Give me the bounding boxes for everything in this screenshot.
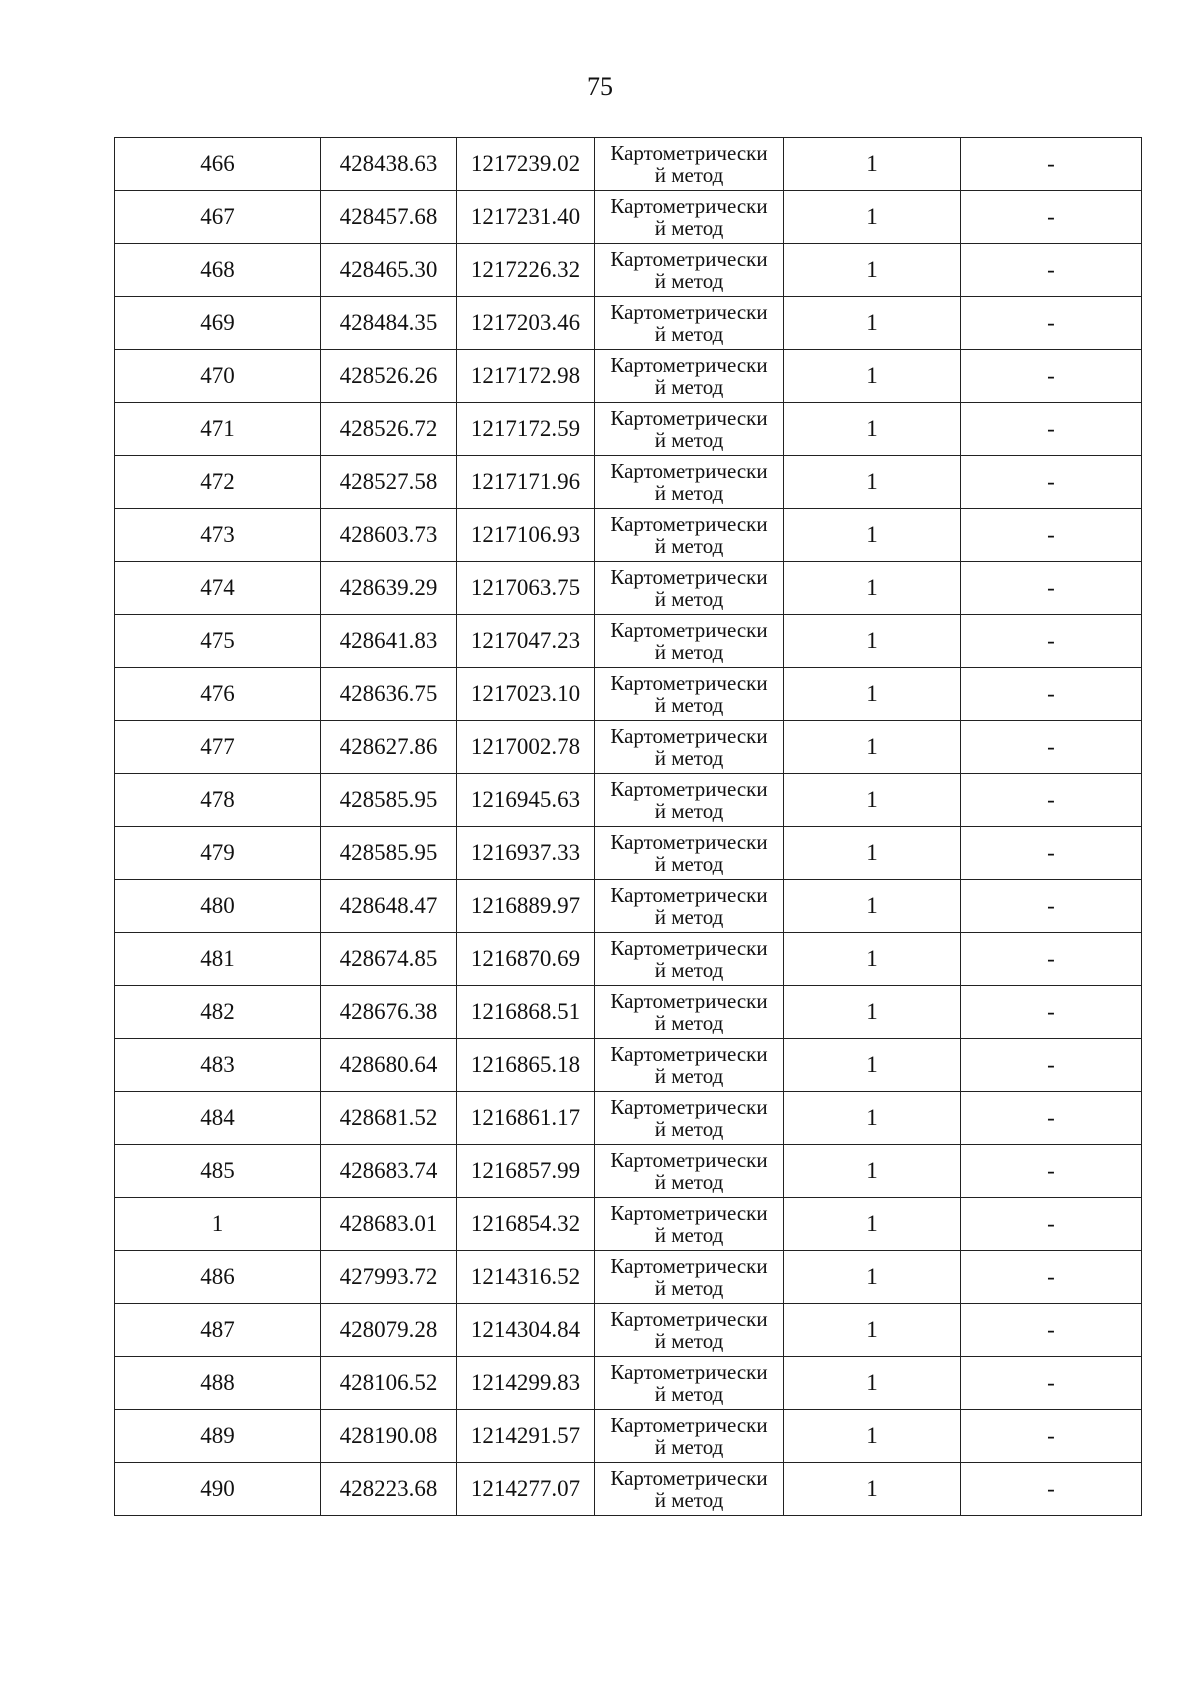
- method-text-line-1: Картометрически: [610, 1254, 768, 1278]
- x-coordinate-cell: 428465.30: [321, 244, 457, 297]
- table-row: [115, 615, 1142, 668]
- y-coordinate-cell: 1217172.98: [457, 350, 595, 403]
- accuracy-cell: 1: [784, 1304, 961, 1357]
- point-number-cell: 488: [115, 1357, 321, 1410]
- method-text-line-1: Картометрически: [610, 989, 768, 1013]
- x-coordinate-cell: 428585.95: [321, 774, 457, 827]
- point-number-cell: 489: [115, 1410, 321, 1463]
- x-coordinate-cell: 428526.72: [321, 403, 457, 456]
- point-number-cell: 487: [115, 1304, 321, 1357]
- method-cell: [595, 191, 784, 244]
- x-coordinate-cell: 428683.01: [321, 1198, 457, 1251]
- method-cell: [595, 1463, 784, 1516]
- point-number-cell: 476: [115, 668, 321, 721]
- table-row: [115, 138, 1142, 191]
- note-cell: -: [961, 1092, 1142, 1145]
- method-text-line-1: Картометрически: [610, 777, 768, 801]
- point-number-cell: 490: [115, 1463, 321, 1516]
- method-text-line-1: Картометрически: [610, 565, 768, 589]
- x-coordinate-cell: 428681.52: [321, 1092, 457, 1145]
- y-coordinate-cell: 1217106.93: [457, 509, 595, 562]
- point-number-cell: 481: [115, 933, 321, 986]
- method-text-line-1: Картометрически: [610, 459, 768, 483]
- x-coordinate-cell: 428106.52: [321, 1357, 457, 1410]
- accuracy-cell: 1: [784, 933, 961, 986]
- method-text-line-1: Картометрически: [610, 247, 768, 271]
- x-coordinate-cell: 428636.75: [321, 668, 457, 721]
- method-cell: [595, 1357, 784, 1410]
- x-coordinate-cell: 428680.64: [321, 1039, 457, 1092]
- y-coordinate-cell: 1216854.32: [457, 1198, 595, 1251]
- y-coordinate-cell: 1217171.96: [457, 456, 595, 509]
- y-coordinate-cell: 1214277.07: [457, 1463, 595, 1516]
- method-text-line-2: й метод: [654, 428, 724, 452]
- note-cell: -: [961, 562, 1142, 615]
- note-cell: -: [961, 774, 1142, 827]
- table-row: [115, 1463, 1142, 1516]
- method-text-line-2: й метод: [654, 693, 724, 717]
- method-text-line-1: Картометрически: [610, 1466, 768, 1490]
- accuracy-cell: 1: [784, 986, 961, 1039]
- point-number-cell: 469: [115, 297, 321, 350]
- table-row: [115, 827, 1142, 880]
- point-number-cell: 468: [115, 244, 321, 297]
- method-text-line-2: й метод: [654, 1011, 724, 1035]
- table-row: [115, 880, 1142, 933]
- y-coordinate-cell: 1216889.97: [457, 880, 595, 933]
- point-number-cell: 485: [115, 1145, 321, 1198]
- point-number-cell: 475: [115, 615, 321, 668]
- y-coordinate-cell: 1216857.99: [457, 1145, 595, 1198]
- accuracy-cell: 1: [784, 191, 961, 244]
- page-number: 75: [587, 72, 613, 101]
- note-cell: -: [961, 138, 1142, 191]
- method-cell: [595, 1410, 784, 1463]
- note-cell: -: [961, 615, 1142, 668]
- method-text-line-2: й метод: [654, 1382, 724, 1406]
- x-coordinate-cell: 428585.95: [321, 827, 457, 880]
- point-number-cell: 466: [115, 138, 321, 191]
- note-cell: -: [961, 721, 1142, 774]
- table-row: [115, 456, 1142, 509]
- accuracy-cell: 1: [784, 1410, 961, 1463]
- y-coordinate-cell: 1217023.10: [457, 668, 595, 721]
- method-cell: [595, 297, 784, 350]
- method-text-line-2: й метод: [654, 1064, 724, 1088]
- method-text-line-2: й метод: [654, 799, 724, 823]
- method-cell: [595, 1092, 784, 1145]
- note-cell: -: [961, 986, 1142, 1039]
- table-row: [115, 1092, 1142, 1145]
- y-coordinate-cell: 1217226.32: [457, 244, 595, 297]
- method-cell: [595, 1039, 784, 1092]
- method-text-line-2: й метод: [654, 269, 724, 293]
- x-coordinate-cell: 428079.28: [321, 1304, 457, 1357]
- method-text-line-2: й метод: [654, 1276, 724, 1300]
- point-number-cell: 486: [115, 1251, 321, 1304]
- table-row: [115, 1251, 1142, 1304]
- accuracy-cell: 1: [784, 668, 961, 721]
- point-number-cell: 483: [115, 1039, 321, 1092]
- x-coordinate-cell: 428457.68: [321, 191, 457, 244]
- method-text-line-2: й метод: [654, 481, 724, 505]
- method-text-line-1: Картометрически: [610, 353, 768, 377]
- coordinates-table: [114, 137, 1142, 1516]
- table-row: [115, 1198, 1142, 1251]
- x-coordinate-cell: 428639.29: [321, 562, 457, 615]
- accuracy-cell: 1: [784, 138, 961, 191]
- note-cell: -: [961, 456, 1142, 509]
- method-cell: [595, 986, 784, 1039]
- x-coordinate-cell: 427993.72: [321, 1251, 457, 1304]
- method-text-line-2: й метод: [654, 1170, 724, 1194]
- note-cell: -: [961, 827, 1142, 880]
- method-cell: [595, 1145, 784, 1198]
- x-coordinate-cell: 428438.63: [321, 138, 457, 191]
- table-row: [115, 1304, 1142, 1357]
- accuracy-cell: 1: [784, 244, 961, 297]
- table-row: [115, 562, 1142, 615]
- table-row: [115, 721, 1142, 774]
- y-coordinate-cell: 1216945.63: [457, 774, 595, 827]
- point-number-cell: 484: [115, 1092, 321, 1145]
- method-text-line-1: Картометрически: [610, 141, 768, 165]
- method-text-line-1: Картометрически: [610, 936, 768, 960]
- note-cell: -: [961, 297, 1142, 350]
- accuracy-cell: 1: [784, 562, 961, 615]
- note-cell: -: [961, 1145, 1142, 1198]
- y-coordinate-cell: 1216861.17: [457, 1092, 595, 1145]
- table-row: [115, 297, 1142, 350]
- method-text-line-2: й метод: [654, 1435, 724, 1459]
- accuracy-cell: 1: [784, 1463, 961, 1516]
- point-number-cell: 480: [115, 880, 321, 933]
- method-text-line-2: й метод: [654, 375, 724, 399]
- method-text-line-2: й метод: [654, 322, 724, 346]
- method-cell: [595, 668, 784, 721]
- method-text-line-1: Картометрически: [610, 671, 768, 695]
- method-text-line-1: Картометрически: [610, 1307, 768, 1331]
- table-row: [115, 509, 1142, 562]
- y-coordinate-cell: 1216870.69: [457, 933, 595, 986]
- method-cell: [595, 456, 784, 509]
- x-coordinate-cell: 428674.85: [321, 933, 457, 986]
- method-cell: [595, 827, 784, 880]
- table-row: [115, 986, 1142, 1039]
- method-text-line-2: й метод: [654, 216, 724, 240]
- method-text-line-1: Картометрически: [610, 406, 768, 430]
- accuracy-cell: 1: [784, 456, 961, 509]
- table-row: [115, 403, 1142, 456]
- point-number-cell: 472: [115, 456, 321, 509]
- point-number-cell: 479: [115, 827, 321, 880]
- accuracy-cell: 1: [784, 721, 961, 774]
- y-coordinate-cell: 1217239.02: [457, 138, 595, 191]
- x-coordinate-cell: 428676.38: [321, 986, 457, 1039]
- point-number-cell: 470: [115, 350, 321, 403]
- note-cell: -: [961, 1251, 1142, 1304]
- note-cell: -: [961, 1198, 1142, 1251]
- x-coordinate-cell: 428648.47: [321, 880, 457, 933]
- point-number-cell: 471: [115, 403, 321, 456]
- accuracy-cell: 1: [784, 880, 961, 933]
- note-cell: -: [961, 350, 1142, 403]
- note-cell: -: [961, 880, 1142, 933]
- accuracy-cell: 1: [784, 297, 961, 350]
- table-body: [115, 138, 1142, 1516]
- x-coordinate-cell: 428603.73: [321, 509, 457, 562]
- method-text-line-1: Картометрически: [610, 1201, 768, 1225]
- method-text-line-2: й метод: [654, 534, 724, 558]
- method-text-line-2: й метод: [654, 587, 724, 611]
- method-text-line-1: Картометрически: [610, 830, 768, 854]
- table-row: [115, 1357, 1142, 1410]
- method-cell: [595, 880, 784, 933]
- table-row: [115, 191, 1142, 244]
- method-text-line-2: й метод: [654, 163, 724, 187]
- method-cell: [595, 138, 784, 191]
- accuracy-cell: 1: [784, 1145, 961, 1198]
- table-row: [115, 350, 1142, 403]
- y-coordinate-cell: 1216937.33: [457, 827, 595, 880]
- x-coordinate-cell: 428527.58: [321, 456, 457, 509]
- method-text-line-2: й метод: [654, 958, 724, 982]
- x-coordinate-cell: 428223.68: [321, 1463, 457, 1516]
- point-number-cell: 482: [115, 986, 321, 1039]
- method-text-line-1: Картометрически: [610, 194, 768, 218]
- method-text-line-1: Картометрически: [610, 1042, 768, 1066]
- table-row: [115, 1039, 1142, 1092]
- method-cell: [595, 615, 784, 668]
- method-cell: [595, 933, 784, 986]
- accuracy-cell: 1: [784, 1039, 961, 1092]
- note-cell: -: [961, 1463, 1142, 1516]
- method-cell: [595, 350, 784, 403]
- x-coordinate-cell: 428627.86: [321, 721, 457, 774]
- note-cell: -: [961, 191, 1142, 244]
- y-coordinate-cell: 1216865.18: [457, 1039, 595, 1092]
- method-text-line-2: й метод: [654, 1117, 724, 1141]
- table-row: [115, 244, 1142, 297]
- method-cell: [595, 509, 784, 562]
- method-cell: [595, 721, 784, 774]
- method-text-line-1: Картометрически: [610, 512, 768, 536]
- method-cell: [595, 403, 784, 456]
- note-cell: -: [961, 1304, 1142, 1357]
- accuracy-cell: 1: [784, 1092, 961, 1145]
- point-number-cell: 1: [115, 1198, 321, 1251]
- note-cell: -: [961, 668, 1142, 721]
- y-coordinate-cell: 1214304.84: [457, 1304, 595, 1357]
- method-text-line-1: Картометрически: [610, 1095, 768, 1119]
- method-text-line-2: й метод: [654, 746, 724, 770]
- x-coordinate-cell: 428190.08: [321, 1410, 457, 1463]
- point-number-cell: 477: [115, 721, 321, 774]
- method-cell: [595, 774, 784, 827]
- point-number-cell: 478: [115, 774, 321, 827]
- method-cell: [595, 1198, 784, 1251]
- note-cell: -: [961, 1410, 1142, 1463]
- x-coordinate-cell: 428683.74: [321, 1145, 457, 1198]
- x-coordinate-cell: 428641.83: [321, 615, 457, 668]
- method-text-line-1: Картометрически: [610, 724, 768, 748]
- method-cell: [595, 562, 784, 615]
- note-cell: -: [961, 1357, 1142, 1410]
- table-row: [115, 1410, 1142, 1463]
- point-number-cell: 473: [115, 509, 321, 562]
- accuracy-cell: 1: [784, 774, 961, 827]
- y-coordinate-cell: 1217002.78: [457, 721, 595, 774]
- method-cell: [595, 1304, 784, 1357]
- table-row: [115, 933, 1142, 986]
- accuracy-cell: 1: [784, 509, 961, 562]
- point-number-cell: 474: [115, 562, 321, 615]
- method-text-line-2: й метод: [654, 905, 724, 929]
- method-text-line-2: й метод: [654, 640, 724, 664]
- method-text-line-2: й метод: [654, 1329, 724, 1353]
- x-coordinate-cell: 428484.35: [321, 297, 457, 350]
- y-coordinate-cell: 1214299.83: [457, 1357, 595, 1410]
- accuracy-cell: 1: [784, 827, 961, 880]
- method-text-line-1: Картометрически: [610, 1360, 768, 1384]
- method-text-line-2: й метод: [654, 1488, 724, 1512]
- point-number-cell: 467: [115, 191, 321, 244]
- table-row: [115, 1145, 1142, 1198]
- method-cell: [595, 244, 784, 297]
- method-text-line-1: Картометрически: [610, 883, 768, 907]
- note-cell: -: [961, 244, 1142, 297]
- note-cell: -: [961, 933, 1142, 986]
- table-row: [115, 774, 1142, 827]
- accuracy-cell: 1: [784, 350, 961, 403]
- note-cell: -: [961, 509, 1142, 562]
- y-coordinate-cell: 1217063.75: [457, 562, 595, 615]
- accuracy-cell: 1: [784, 1251, 961, 1304]
- note-cell: -: [961, 403, 1142, 456]
- method-text-line-1: Картометрически: [610, 300, 768, 324]
- y-coordinate-cell: 1217172.59: [457, 403, 595, 456]
- y-coordinate-cell: 1214291.57: [457, 1410, 595, 1463]
- method-cell: [595, 1251, 784, 1304]
- y-coordinate-cell: 1214316.52: [457, 1251, 595, 1304]
- accuracy-cell: 1: [784, 403, 961, 456]
- method-text-line-1: Картометрически: [610, 618, 768, 642]
- y-coordinate-cell: 1217047.23: [457, 615, 595, 668]
- y-coordinate-cell: 1216868.51: [457, 986, 595, 1039]
- method-text-line-2: й метод: [654, 852, 724, 876]
- method-text-line-1: Картометрически: [610, 1413, 768, 1437]
- accuracy-cell: 1: [784, 615, 961, 668]
- y-coordinate-cell: 1217203.46: [457, 297, 595, 350]
- note-cell: -: [961, 1039, 1142, 1092]
- accuracy-cell: 1: [784, 1198, 961, 1251]
- table-row: [115, 668, 1142, 721]
- method-text-line-2: й метод: [654, 1223, 724, 1247]
- y-coordinate-cell: 1217231.40: [457, 191, 595, 244]
- x-coordinate-cell: 428526.26: [321, 350, 457, 403]
- accuracy-cell: 1: [784, 1357, 961, 1410]
- method-text-line-1: Картометрически: [610, 1148, 768, 1172]
